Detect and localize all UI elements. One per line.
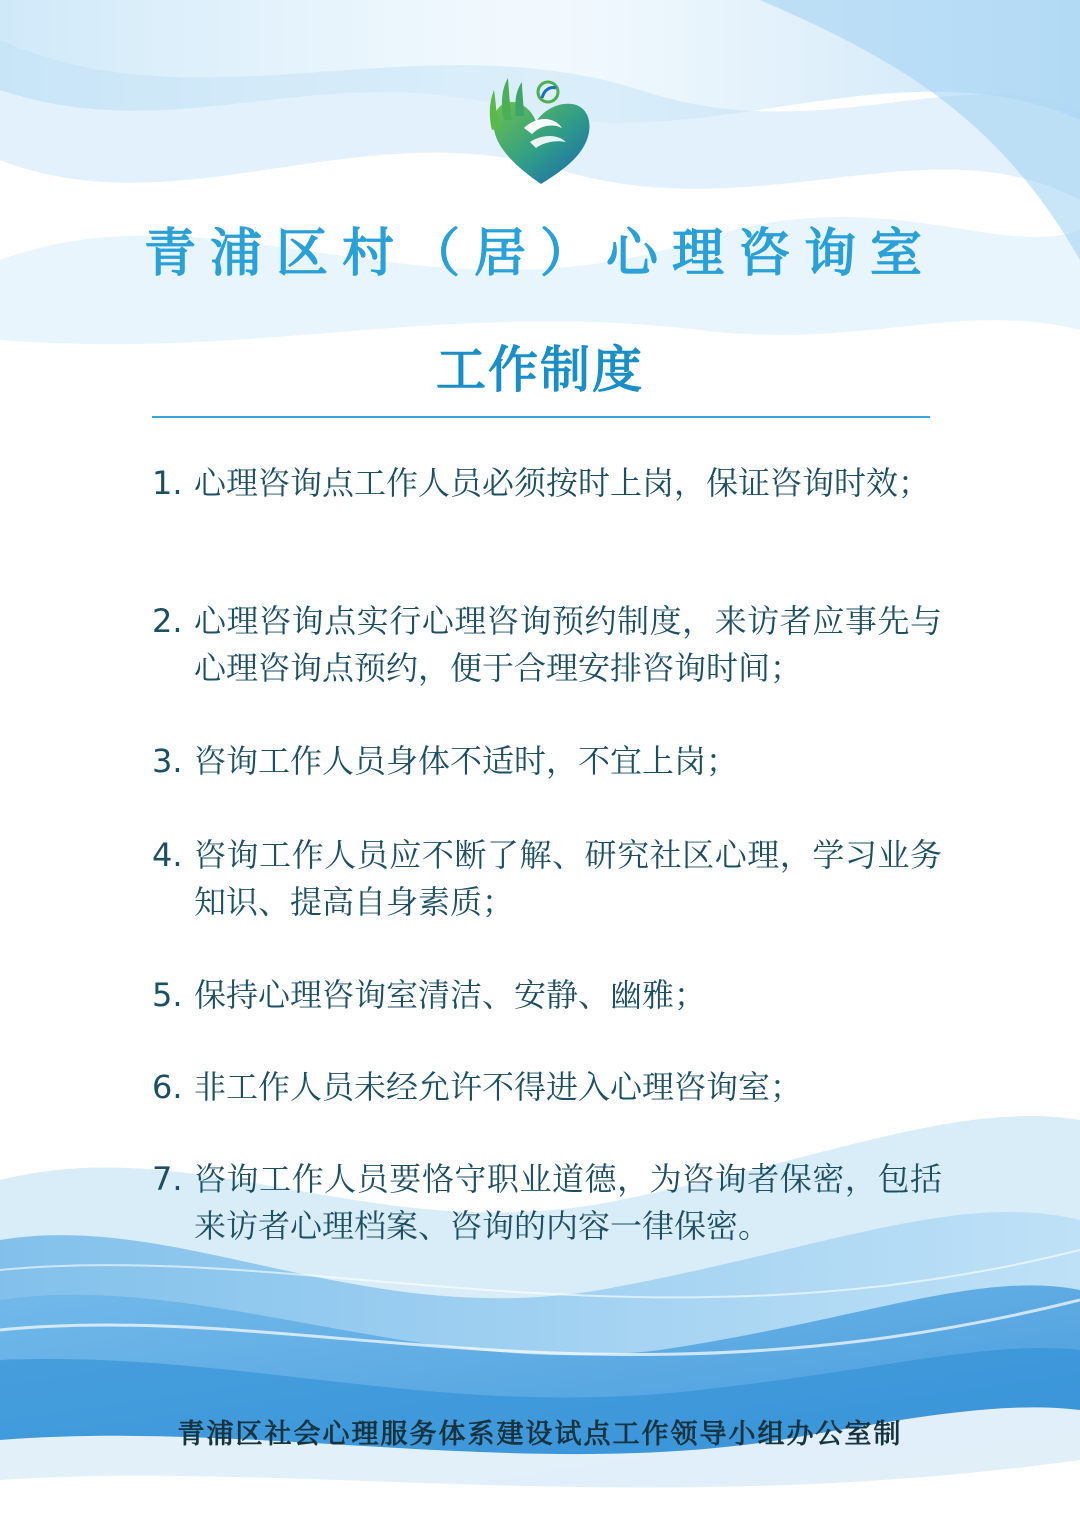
rule-text: 咨询工作人员要恪守职业道德，为咨询者保密，包括来访者心理档案、咨询的内容一律保密。 (194, 1160, 942, 1245)
rule-item-5 (152, 972, 942, 1019)
heart-hands-logo-icon (484, 72, 598, 188)
rule-item-3 (152, 738, 942, 785)
rule-item-1 (152, 460, 942, 507)
rule-number: 4. (152, 836, 183, 874)
rule-number: 2. (152, 602, 183, 640)
rule-text: 保持心理咨询室清洁、安静、幽雅； (194, 976, 707, 1014)
rule-number: 5. (152, 976, 183, 1014)
rule-item-2 (152, 598, 942, 692)
rule-text: 咨询工作人员应不断了解、研究社区心理，学习业务知识、提高自身素质； (194, 836, 942, 921)
rule-text: 心理咨询点实行心理咨询预约制度，来访者应事先与心理咨询点预约，便于合理安排咨询时间； (194, 602, 942, 687)
rule-number: 3. (152, 742, 183, 780)
rule-number: 6. (152, 1068, 183, 1106)
rule-text: 非工作人员未经允许不得进入心理咨询室； (194, 1068, 803, 1106)
rule-number: 7. (152, 1160, 183, 1198)
rule-number: 1. (152, 464, 183, 502)
rule-item-4 (152, 832, 942, 926)
issuer-footer: 青浦区社会心理服务体系建设试点工作领导小组办公室制 (177, 1419, 903, 1450)
rule-item-7 (152, 1156, 942, 1250)
section-heading: 工作制度 (436, 341, 644, 399)
rule-text: 心理咨询点工作人员必须按时上岗，保证咨询时效； (194, 464, 931, 502)
rule-item-6 (152, 1064, 942, 1111)
rule-text: 咨询工作人员身体不适时，不宜上岗； (194, 742, 739, 780)
title-divider (152, 416, 930, 418)
page-title: 青浦区村（居）心理咨询室 (143, 224, 936, 284)
